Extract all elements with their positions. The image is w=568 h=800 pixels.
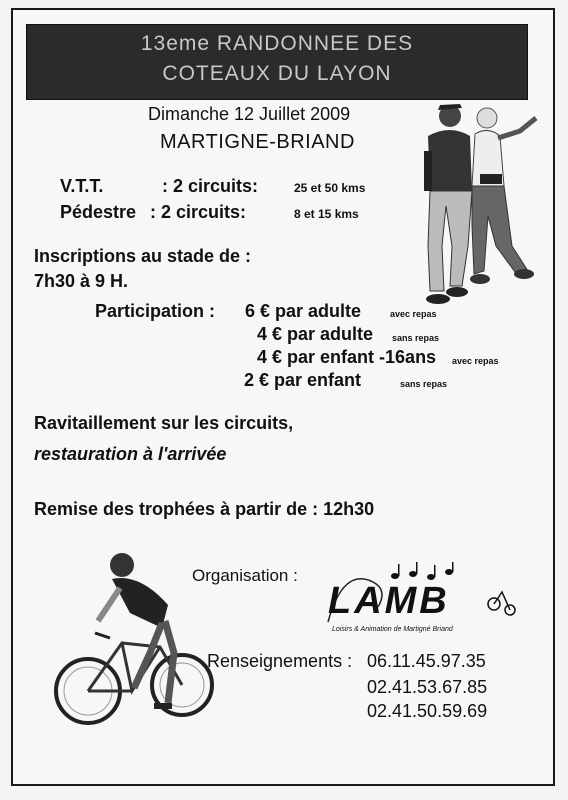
phone-number: 02.41.50.59.69 (367, 701, 488, 721)
renseignements-label: Renseignements : (207, 651, 353, 671)
event-place: MARTIGNE-BRIAND (160, 131, 355, 153)
participation-row-price: 4 € par enfant -16ans (257, 347, 437, 367)
participation-row-price: 6 € par adulte (245, 301, 362, 321)
lamb-logo-text: LAMB (328, 580, 450, 622)
organisation-label: Organisation : (192, 566, 298, 585)
phone-number: 06.11.45.97.35 (367, 651, 486, 671)
circuit-vtt-detail: 25 et 50 kms (294, 181, 366, 195)
participation-row-note: avec repas (452, 356, 499, 366)
participation-row-price: 4 € par adulte (257, 324, 374, 344)
trophees-text: Remise des trophées à partir de : 12h30 (34, 499, 375, 519)
event-date: Dimanche 12 Juillet 2009 (148, 104, 351, 124)
banner-title-line1: 13eme RANDONNEE DES (140, 32, 414, 55)
inscriptions-line2: 7h30 à 9 H. (34, 271, 129, 291)
lamb-logo (318, 562, 518, 642)
participation-row-note: sans repas (392, 333, 440, 343)
restauration-text: restauration à l'arrivée (34, 444, 227, 464)
lamb-logo-subtitle: Loisirs & Animation de Martigné Briand (332, 626, 453, 633)
circuit-vtt-label: V.T.T. (60, 176, 104, 196)
participation-row-price: 2 € par enfant (244, 370, 362, 390)
circuit-pedestre-main: : 2 circuits: (150, 202, 247, 222)
inscriptions-line1: Inscriptions au stade de : (34, 246, 252, 266)
title-banner (26, 24, 528, 100)
ravitaillement-text: Ravitaillement sur les circuits, (34, 413, 294, 433)
cyclist-illustration (50, 543, 220, 733)
hikers-illustration (400, 96, 545, 311)
banner-title-line2: COTEAUX DU LAYON (162, 62, 392, 85)
participation-row-note: avec repas (390, 309, 437, 319)
phone-number: 02.41.53.67.85 (367, 677, 488, 697)
circuit-pedestre-label: Pédestre (60, 202, 137, 222)
circuit-pedestre-detail: 8 et 15 kms (294, 207, 359, 221)
circuit-vtt-main: : 2 circuits: (162, 176, 259, 196)
participation-label: Participation : (95, 301, 216, 321)
participation-row-note: sans repas (400, 379, 448, 389)
